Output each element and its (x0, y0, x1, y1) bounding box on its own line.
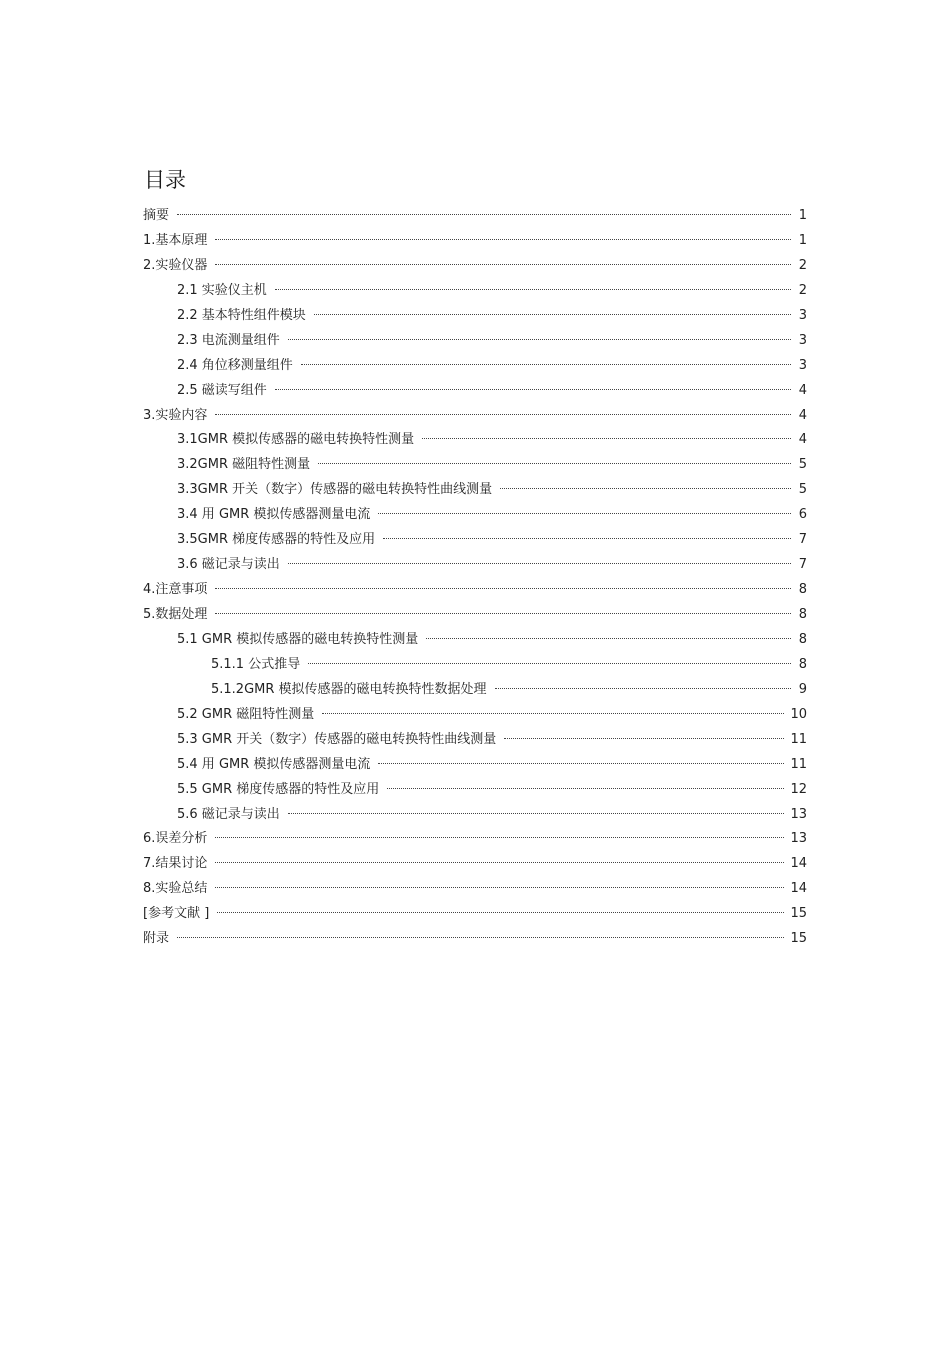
dot-leader (308, 663, 791, 664)
toc-entry[interactable] (143, 927, 807, 952)
dot-leader (215, 887, 784, 888)
dot-leader (215, 264, 791, 265)
toc-entry-text: 2.3 电流测量组件 (177, 332, 280, 348)
toc-title: 目录 (144, 168, 186, 192)
toc-entry[interactable] (143, 229, 807, 254)
toc-entry-text: 5.4 用 GMR 模拟传感器测量电流 (177, 756, 371, 772)
toc-entry-page-number: 13 (790, 806, 807, 822)
toc-entry[interactable] (143, 553, 807, 578)
dot-leader (495, 688, 791, 689)
toc-entry-text: 6.误差分析 (143, 831, 208, 847)
toc-entry-page-number: 15 (790, 931, 807, 947)
dot-leader (275, 289, 791, 290)
dot-leader (422, 438, 791, 439)
toc-entry[interactable] (143, 827, 807, 852)
toc-entry-page-number: 3 (798, 332, 807, 348)
toc-entry-text: 3.3GMR 开关（数字）传感器的磁电转换特性曲线测量 (177, 482, 493, 498)
toc-entry[interactable] (143, 453, 807, 478)
toc-entry[interactable] (143, 254, 807, 279)
toc-entry-page-number: 5 (798, 482, 807, 498)
toc-entry-page-number: 11 (790, 756, 807, 772)
toc-entry[interactable] (143, 703, 807, 728)
toc-entry[interactable] (143, 678, 807, 703)
toc-entry-page-number: 2 (798, 257, 807, 273)
toc-entry[interactable] (143, 478, 807, 503)
toc-entry[interactable] (143, 578, 807, 603)
toc-list (143, 204, 807, 952)
toc-entry[interactable] (143, 503, 807, 528)
toc-entry-page-number: 9 (798, 681, 807, 697)
toc-entry-text: 7.结果讨论 (143, 856, 208, 872)
toc-entry-page-number: 4 (798, 407, 807, 423)
toc-entry-page-number: 1 (798, 208, 807, 223)
toc-entry-text: 4.注意事项 (143, 582, 208, 598)
toc-entry[interactable] (143, 778, 807, 803)
toc-entry-text: [参考文献 ] (143, 906, 210, 922)
dot-leader (383, 538, 791, 539)
dot-leader (301, 364, 791, 365)
dot-leader (378, 513, 791, 514)
toc-entry[interactable] (143, 204, 807, 229)
dot-leader (504, 738, 784, 739)
toc-entry[interactable] (143, 329, 807, 354)
toc-entry-text: 3.2GMR 磁阻特性测量 (177, 457, 311, 473)
toc-entry[interactable] (143, 628, 807, 653)
dot-leader (215, 837, 784, 838)
toc-entry-text: 5.2 GMR 磁阻特性测量 (177, 706, 315, 722)
dot-leader (217, 912, 784, 913)
toc-entry-page-number: 2 (798, 282, 807, 298)
toc-entry-page-number: 8 (798, 582, 807, 598)
toc-entry-text: 2.实验仪器 (143, 257, 208, 273)
toc-entry-page-number: 1 (798, 232, 807, 248)
dot-leader (387, 788, 784, 789)
toc-entry-page-number: 4 (798, 432, 807, 448)
toc-entry-text: 5.1.2GMR 模拟传感器的磁电转换特性数据处理 (211, 681, 487, 697)
toc-entry[interactable] (143, 404, 807, 429)
toc-entry-text: 2.2 基本特性组件模块 (177, 307, 306, 323)
toc-entry[interactable] (143, 528, 807, 553)
toc-entry-page-number: 7 (798, 532, 807, 548)
toc-entry-text: 3.5GMR 梯度传感器的特性及应用 (177, 532, 376, 548)
toc-entry-text: 2.5 磁读写组件 (177, 382, 267, 398)
toc-entry[interactable] (143, 753, 807, 778)
toc-entry-text: 3.1GMR 模拟传感器的磁电转换特性测量 (177, 432, 415, 448)
toc-entry[interactable] (143, 902, 807, 927)
dot-leader (426, 638, 791, 639)
dot-leader (215, 613, 791, 614)
toc-entry-page-number: 13 (790, 831, 807, 847)
dot-leader (314, 314, 791, 315)
toc-entry-page-number: 3 (798, 307, 807, 323)
dot-leader (215, 414, 791, 415)
toc-entry-text: 1.基本原理 (143, 232, 208, 248)
toc-entry-text: 附录 (143, 931, 170, 947)
dot-leader (378, 763, 784, 764)
toc-entry-page-number: 14 (790, 856, 807, 872)
dot-leader (288, 813, 785, 814)
toc-entry-text: 8.实验总结 (143, 881, 208, 897)
toc-entry-page-number: 11 (790, 731, 807, 747)
toc-entry-text: 2.4 角位移测量组件 (177, 357, 293, 373)
toc-entry-text: 5.3 GMR 开关（数字）传感器的磁电转换特性曲线测量 (177, 731, 497, 747)
toc-entry[interactable] (143, 877, 807, 902)
toc-entry-page-number: 6 (798, 507, 807, 523)
toc-entry-page-number: 14 (790, 881, 807, 897)
toc-entry-text: 3.6 磁记录与读出 (177, 557, 280, 573)
toc-entry[interactable] (143, 428, 807, 453)
toc-entry[interactable] (143, 852, 807, 877)
dot-leader (500, 488, 791, 489)
dot-leader (288, 563, 791, 564)
dot-leader (322, 713, 784, 714)
dot-leader (177, 937, 784, 938)
toc-entry[interactable] (143, 728, 807, 753)
toc-entry-text: 5.数据处理 (143, 607, 208, 622)
dot-leader (177, 214, 791, 215)
toc-entry-page-number: 8 (798, 631, 807, 647)
toc-entry-page-number: 7 (798, 557, 807, 573)
toc-entry[interactable] (143, 304, 807, 329)
toc-entry[interactable] (143, 653, 807, 678)
toc-entry-text: 3.实验内容 (143, 407, 208, 423)
toc-entry-text: 摘要 (143, 208, 170, 223)
toc-entry-page-number: 5 (798, 457, 807, 473)
toc-entry-page-number: 12 (790, 781, 807, 797)
dot-leader (318, 463, 791, 464)
toc-entry-text: 5.1 GMR 模拟传感器的磁电转换特性测量 (177, 631, 419, 647)
toc-entry[interactable] (143, 379, 807, 404)
toc-entry-page-number: 15 (790, 906, 807, 922)
toc-entry[interactable] (143, 354, 807, 379)
dot-leader (215, 862, 784, 863)
toc-entry-page-number: 10 (790, 706, 807, 722)
toc-entry-text: 5.5 GMR 梯度传感器的特性及应用 (177, 781, 380, 797)
dot-leader (288, 339, 791, 340)
toc-entry[interactable] (143, 803, 807, 828)
toc-entry[interactable] (143, 603, 807, 628)
toc-entry-text: 5.1.1 公式推导 (211, 656, 301, 672)
toc-entry-page-number: 8 (798, 656, 807, 672)
toc-entry-page-number: 3 (798, 357, 807, 373)
toc-entry-text: 3.4 用 GMR 模拟传感器测量电流 (177, 507, 371, 523)
dot-leader (215, 588, 791, 589)
dot-leader (275, 389, 791, 390)
toc-entry-page-number: 8 (798, 607, 807, 622)
toc-entry-text: 2.1 实验仪主机 (177, 282, 267, 298)
toc-entry[interactable] (143, 279, 807, 304)
dot-leader (215, 239, 791, 240)
toc-entry-page-number: 4 (798, 382, 807, 398)
toc-entry-text: 5.6 磁记录与读出 (177, 806, 280, 822)
